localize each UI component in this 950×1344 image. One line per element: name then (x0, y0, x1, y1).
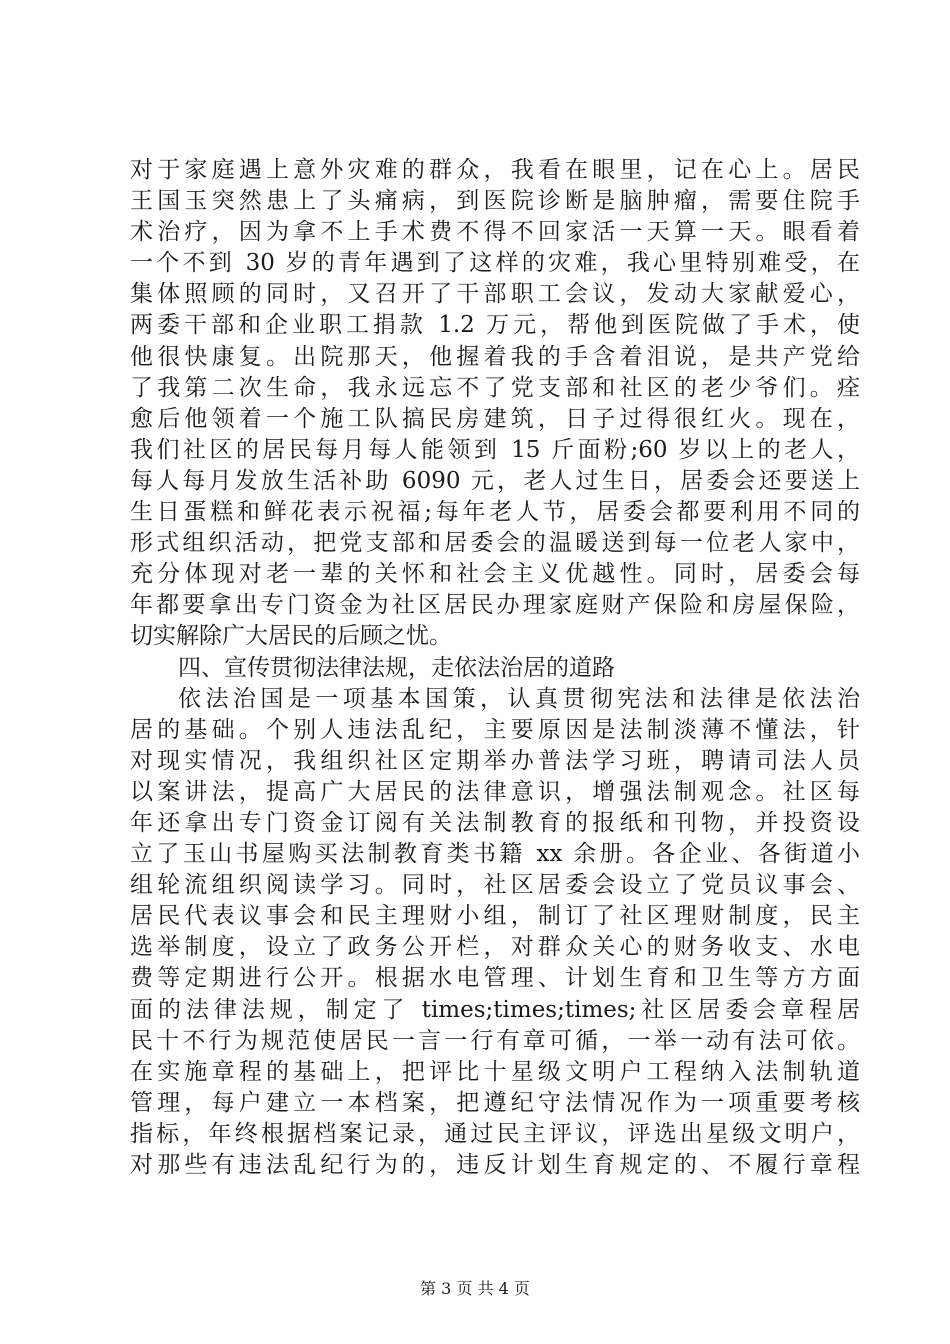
text-line: 年还拿出专门资金订阅有关法制教育的报纸和刊物，并投资设 (130, 809, 860, 836)
text-line: 他很快康复。出院那天，他握着我的手含着泪说，是共产党给 (130, 343, 860, 370)
text-line: 了我第二次生命，我永远忘不了党支部和社区的老少爷们。痊 (130, 374, 860, 401)
text-line: 切实解除广大居民的后顾之忧。 (130, 623, 452, 650)
text-line: 我们社区的居民每月每人能领到 15 斤面粉;60 岁以上的老人， (130, 436, 860, 463)
text-line: 对于家庭遇上意外灾难的群众，我看在眼里，记在心上。居民 (130, 157, 860, 183)
text-line: 生日蛋糕和鲜花表示祝福;每年老人节，居委会都要利用不同的 (130, 499, 860, 526)
text-line: 民十不行为规范使居民一言一行有章可循，一举一动有法可依。 (130, 1027, 860, 1054)
page-number-footer: 第 3 页 共 4 页 (420, 1279, 530, 1298)
text-line: 愈后他领着一个施工队搞民房建筑，日子过得很红火。现在， (130, 405, 860, 432)
text-line: 对现实情况，我组织社区定期举办普法学习班，聘请司法人员 (130, 747, 860, 774)
text-line: 选举制度，设立了政务公开栏，对群众关心的财务收支、水电 (130, 934, 860, 961)
text-line: 每人每月发放生活补助 6090 元，老人过生日，居委会还要送上 (130, 467, 860, 494)
text-line: 指标，年终根据档案记录，通过民主评议，评选出星级文明户， (130, 1120, 860, 1147)
text-line: 集体照顾的同时，又召开了干部职工会议，发动大家献爱心， (130, 281, 860, 308)
text-line: 管理，每户建立一本档案，把遵纪守法情况作为一项重要考核 (130, 1089, 860, 1116)
text-line: 年都要拿出专门资金为社区居民办理家庭财产保险和房屋保险， (130, 592, 860, 619)
text-line: 王国玉突然患上了头痛病，到医院诊断是脑肿瘤，需要住院手 (130, 188, 860, 215)
text-line: 充分体现对老一辈的关怀和社会主义优越性。同时，居委会每 (130, 561, 860, 588)
text-line: 居民代表议事会和民主理财小组，制订了社区理财制度，民主 (130, 903, 860, 930)
body-text (130, 155, 860, 1181)
text-line: 对那些有违法乱纪行为的，违反计划生育规定的、不履行章程 (130, 1152, 860, 1178)
text-line: 组轮流组织阅读学习。同时，社区居委会设立了党员议事会、 (130, 872, 860, 899)
text-line: 面的法律法规，制定了 times;times;times;社区居委会章程居 (130, 996, 860, 1023)
text-line: 立了玉山书屋购买法制教育类书籍 xx 余册。各企业、各街道小 (130, 841, 860, 868)
text-line: 费等定期进行公开。根据水电管理、计划生育和卫生等方方面 (130, 965, 860, 992)
text-line: 依法治国是一项基本国策，认真贯彻宪法和法律是依法治 (178, 685, 860, 712)
text-line: 以案讲法，提高广大居民的法律意识，增强法制观念。社区每 (130, 778, 860, 805)
text-line: 形式组织活动，把党支部和居委会的温暖送到每一位老人家中， (130, 530, 860, 557)
text-line: 在实施章程的基础上，把评比十星级文明户工程纳入法制轨道 (130, 1058, 860, 1085)
section-heading: 四、宣传贯彻法律法规，走依法治居的道路 (178, 654, 615, 681)
text-line: 一个不到 30 岁的青年遇到了这样的灾难，我心里特别难受，在 (130, 250, 860, 277)
text-line: 术治疗，因为拿不上手术费不得不回家活一天算一天。眼看着 (130, 219, 860, 246)
text-line: 两委干部和企业职工捐款 1.2 万元，帮他到医院做了手术，使 (130, 312, 860, 339)
text-line: 居的基础。个别人违法乱纪，主要原因是法制淡薄不懂法，针 (130, 716, 860, 743)
